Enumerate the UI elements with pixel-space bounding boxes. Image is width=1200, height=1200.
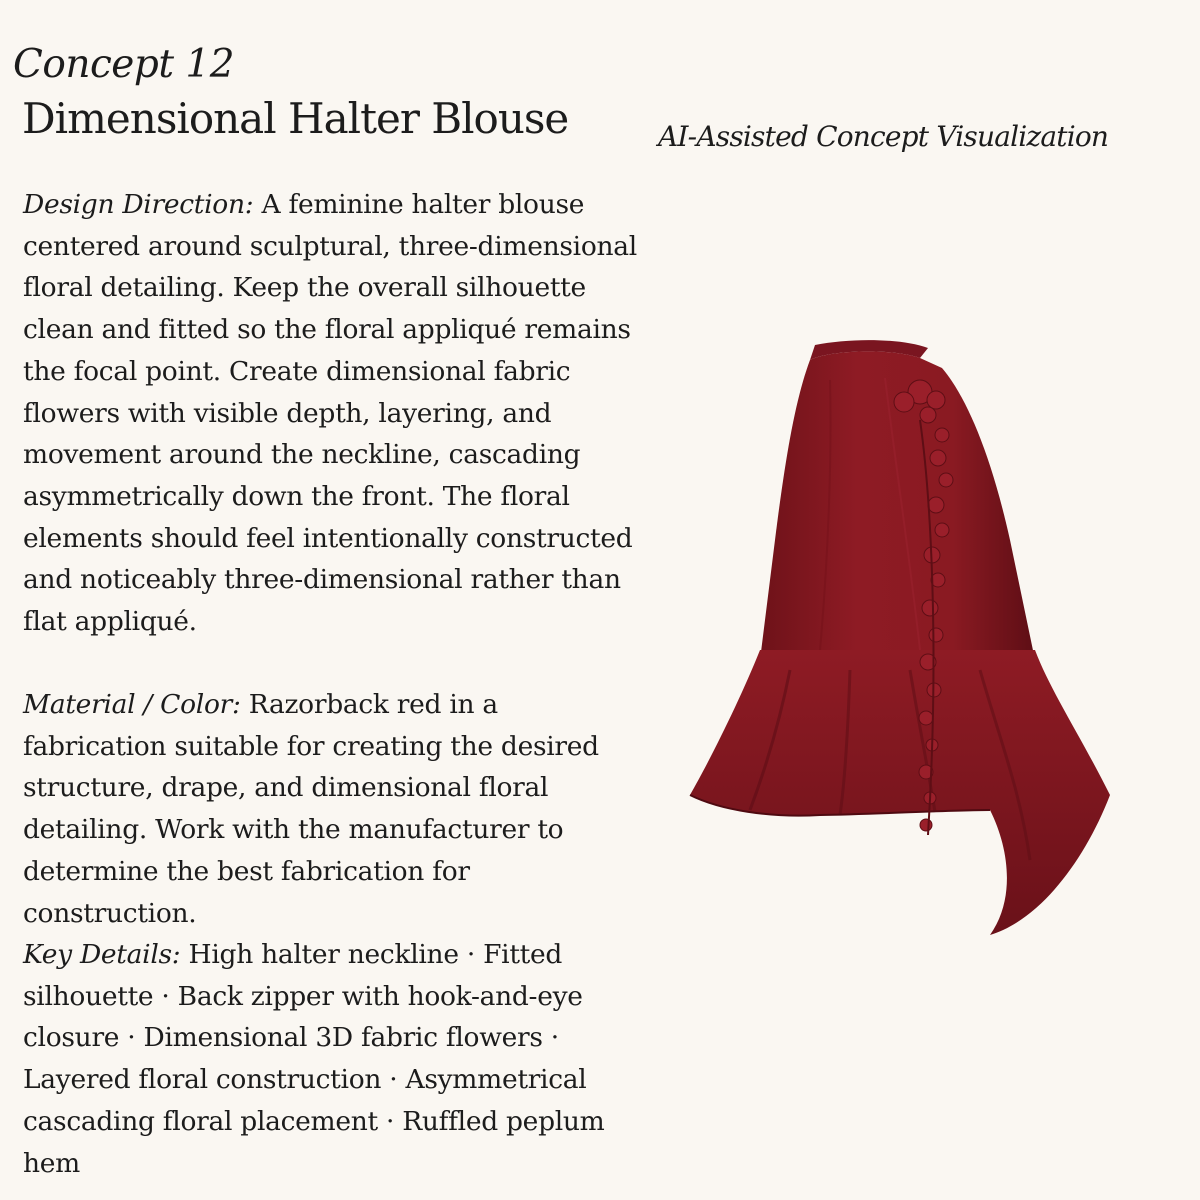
concept-number: Concept 12 bbox=[13, 42, 235, 87]
product-title: Dimensional Halter Blouse bbox=[22, 94, 569, 143]
material-color-section bbox=[23, 684, 648, 934]
visualization-caption: AI-Assisted Concept Visualization bbox=[658, 120, 1109, 153]
design-direction-text: A feminine halter blouse centered around sculptural, three-dimensional floral detailing. Keep the overall silhouette clean and fitted so the floral appliqué remains the focal point. Create dimensional fabric flowers with visible depth, layering, and movement around the neckline, cascading asymmetrically down the front. The floral elements should feel intentionally constructed and noticeably three-dimensional rather than flat appliqué. bbox=[23, 189, 637, 638]
blouse-body bbox=[760, 340, 1035, 660]
key-details-text: High halter neckline · Fitted silhouette · Back zipper with hook-and-eye closure · Dimensional 3D fabric flowers · Layered floral construction · Asymmetrical cascading floral placement · Ruffled peplum hem bbox=[23, 939, 605, 1179]
key-details-label: Key Details: bbox=[23, 939, 181, 970]
material-color-text: Razorback red in a fabrication suitable for creating the desired structure, drape, and dimensional floral detailing. Work with the manufacturer to determine the best fabrication for construction. bbox=[23, 689, 599, 929]
key-details-section bbox=[23, 934, 648, 1184]
garment-illustration bbox=[680, 340, 1130, 940]
peplum-ruffle bbox=[690, 650, 1110, 935]
design-direction-section bbox=[23, 184, 648, 643]
material-color-label: Material / Color: bbox=[23, 689, 241, 720]
design-direction-label: Design Direction: bbox=[23, 189, 254, 220]
